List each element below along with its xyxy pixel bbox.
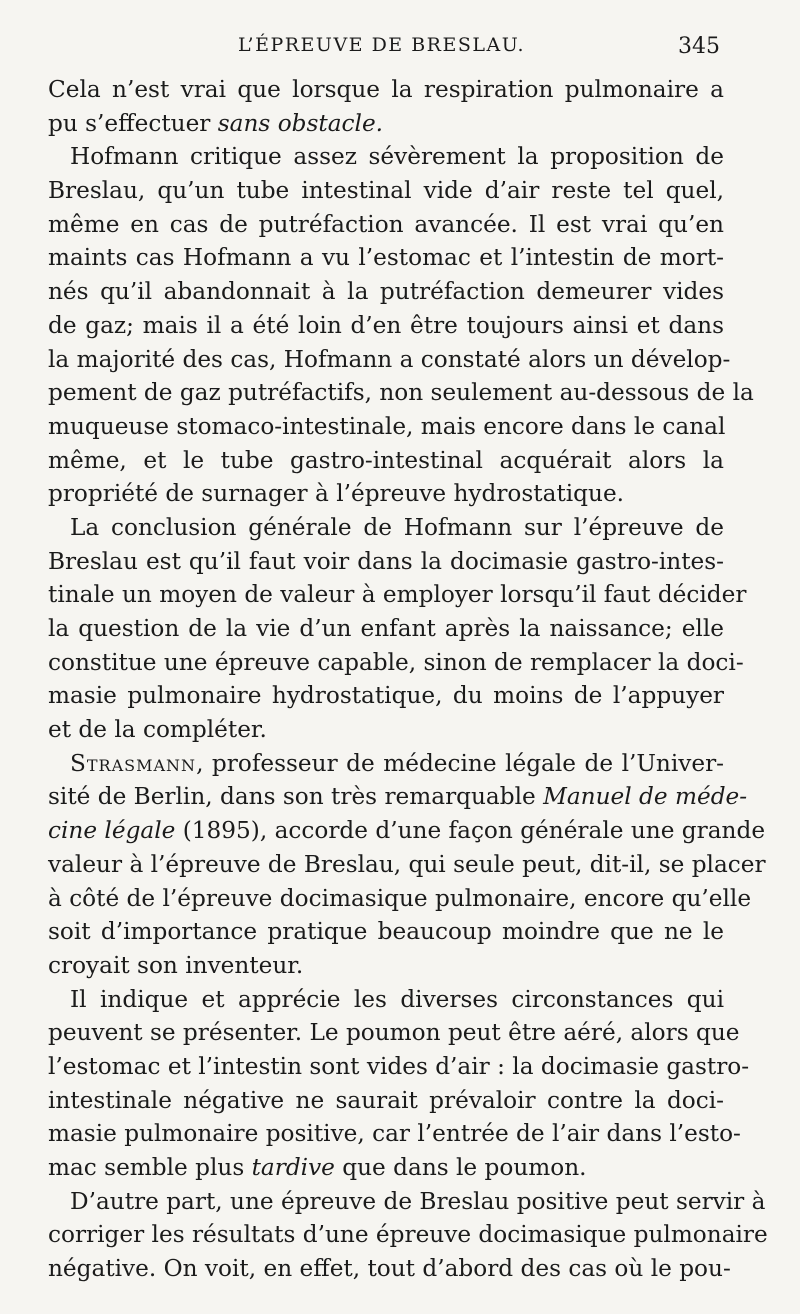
body-text <box>48 73 768 1286</box>
text-line: Breslau, qu’un tube intestinal vide d’air reste tel quel, <box>48 177 724 205</box>
line-text: sité de Berlin, dans son très remarquable <box>48 783 544 811</box>
text-line: propriété de surnager à l’épreuve hydrostatique. <box>48 480 625 508</box>
text-line: peuvent se présenter. Le poumon peut être aéré, alors que <box>48 1019 740 1047</box>
italic-text: cine légale <box>48 817 176 845</box>
text-line: masie pulmonaire positive, car l’entrée de l’air dans l’esto- <box>48 1120 741 1148</box>
line-text: pu s’effectuer <box>48 109 218 137</box>
text-line: maints cas Hofmann a vu l’estomac et l’intestin de mort- <box>48 244 724 272</box>
text-line: muqueuse stomaco-intestinale, mais encore dans le canal <box>48 412 726 440</box>
text-line <box>48 814 766 848</box>
line-text: (1895), accorde d’une façon générale une grande <box>175 817 766 845</box>
italic-text: sans obstacle. <box>217 109 384 137</box>
text-line: intestinale négative ne saurait prévaloir contre la doci- <box>48 1086 724 1114</box>
paragraph-start-line <box>48 747 724 781</box>
paragraph-start-line: D’autre part, une épreuve de Breslau positive peut servir à <box>70 1187 766 1215</box>
text-line: l’estomac et l’intestin sont vides d’air : la docimasie gastro- <box>48 1052 750 1080</box>
text-line: croyait son inventeur. <box>48 951 304 979</box>
paragraph-start-line: Il indique et apprécie les diverses circonstances qui <box>70 985 724 1013</box>
text-line <box>48 107 724 141</box>
text-line: corriger les résultats d’une épreuve docimasique pulmonaire <box>48 1221 768 1249</box>
text-line: la question de la vie d’un enfant après la naissance; elle <box>48 615 724 642</box>
text-line: pement de gaz putréfactifs, non seulement au-dessous de la <box>48 379 754 407</box>
text-line: et de la compléter. <box>48 716 267 744</box>
text-line <box>48 1151 724 1185</box>
text-line: masie pulmonaire hydrostatique, du moins de l’appuyer <box>48 682 724 710</box>
line-text: , professeur de médecine légale de l’Univer- <box>196 749 724 777</box>
text-line: nés qu’il abandonnait à la putréfaction demeurer vides <box>48 278 724 306</box>
text-line: valeur à l’épreuve de Breslau, qui seule peut, dit-il, se placer <box>48 850 766 878</box>
text-line: à côté de l’épreuve docimasique pulmonaire, encore qu’elle <box>48 884 752 912</box>
text-line: constitue une épreuve capable, sinon de remplacer la doci- <box>48 648 744 676</box>
page-header <box>0 34 800 62</box>
text-line: même, et le tube gastro-intestinal acquérait alors la <box>48 446 724 474</box>
author-name: Strasmann <box>70 749 197 777</box>
text-line: même en cas de putréfaction avancée. Il est vrai qu’en <box>48 210 724 238</box>
line-text: mac semble plus <box>48 1154 252 1181</box>
line-text: que dans le poumon. <box>334 1154 587 1181</box>
paragraph-start-line: Hofmann critique assez sévèrement la proposition de <box>70 143 724 171</box>
text-line: Cela n’est vrai que lorsque la respiration pulmonaire a <box>48 76 724 103</box>
text-line: Breslau est qu’il faut voir dans la docimasie gastro-intes- <box>48 547 724 575</box>
text-line: la majorité des cas, Hofmann a constaté alors un dévelop- <box>48 345 731 373</box>
italic-text: tardive <box>251 1154 335 1181</box>
page-number: 345 <box>678 34 720 59</box>
text-line <box>48 780 748 814</box>
paragraph-start-line: La conclusion générale de Hofmann sur l’épreuve de <box>70 513 724 541</box>
text-line: de gaz; mais il a été loin d’en être toujours ainsi et dans <box>48 311 724 339</box>
text-line: tinale un moyen de valeur à employer lorsqu’il faut décider <box>48 581 747 609</box>
running-title: L’ÉPREUVE DE BRESLAU. <box>238 34 526 56</box>
italic-text: Manuel de méde- <box>543 783 748 811</box>
text-line: soit d’importance pratique beaucoup moindre que ne le <box>48 918 724 946</box>
text-line: négative. On voit, en effet, tout d’abord des cas où le pou- <box>48 1255 731 1283</box>
